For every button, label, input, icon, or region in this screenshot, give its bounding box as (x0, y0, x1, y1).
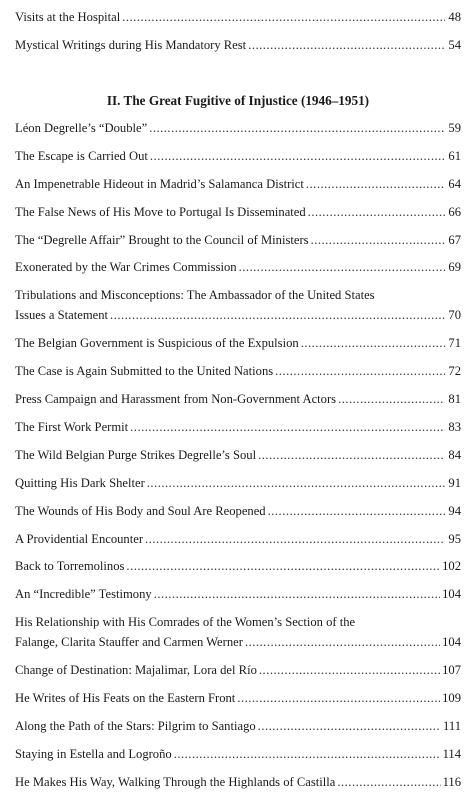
dot-leader (306, 176, 445, 192)
toc-entry-title: The Wild Belgian Purge Strikes Degrelle’s Soul (15, 448, 257, 462)
dot-leader (154, 586, 440, 602)
toc-entry-title: Press Campaign and Harassment from Non-Government Actors (15, 392, 337, 406)
toc-entry (15, 363, 461, 379)
toc-entry (15, 475, 461, 491)
toc-entry-title: The Case is Again Submitted to the United Nations (15, 364, 274, 378)
toc-entry-page: 67 (448, 233, 461, 247)
dot-leader (311, 232, 445, 248)
dot-leader (275, 363, 445, 379)
toc-entry-title: Léon Degrelle’s “Double” (15, 121, 148, 135)
dot-leader (174, 746, 441, 762)
toc-entry-title: The Wounds of His Body and Soul Are Reopened (15, 504, 266, 518)
dot-leader (338, 391, 445, 407)
toc-entry-title: Staying in Estella and Logroño (15, 747, 172, 761)
toc-entry (15, 447, 461, 463)
dot-leader (245, 634, 440, 650)
toc-entry-title: Change of Destination: Majalimar, Lora del Río (15, 663, 257, 677)
toc-entry (15, 690, 461, 706)
toc-entry-page: 107 (442, 663, 461, 677)
toc-entry-page: 94 (448, 504, 461, 518)
toc-entry-title: The Belgian Government is Suspicious of the Expulsion (15, 336, 299, 350)
toc-entry (15, 503, 461, 519)
toc-entry-page: 102 (442, 559, 461, 573)
toc-entry-page: 81 (448, 392, 461, 406)
toc-entry (15, 37, 461, 53)
dot-leader (259, 662, 440, 678)
toc-entry (15, 531, 461, 547)
dot-leader (130, 419, 445, 435)
toc-entry-page: 59 (448, 121, 461, 135)
toc-entry-page: 116 (442, 775, 461, 789)
toc-entry-page: 104 (442, 587, 461, 601)
toc-entry (15, 419, 461, 435)
toc-entry-title: The Escape is Carried Out (15, 149, 148, 163)
toc-entry (15, 774, 461, 790)
toc-entry (15, 287, 461, 323)
dot-leader (268, 503, 445, 519)
toc-entry-title: The False News of His Move to Portugal Is Disseminated (15, 205, 306, 219)
dot-leader (126, 558, 440, 574)
toc-entry-page: 72 (448, 364, 461, 378)
toc-entry (15, 391, 461, 407)
toc-entry-page: 91 (448, 476, 461, 490)
toc-entry (15, 232, 461, 248)
section-heading: II. The Great Fugitive of Injustice (1946–1951) (106, 93, 370, 108)
toc-entry (15, 614, 461, 650)
toc-entry-page: 54 (448, 38, 461, 52)
toc-entry (15, 148, 461, 164)
dot-leader (258, 447, 445, 463)
toc-entry-page: 61 (448, 149, 461, 163)
toc-entry-title: He Writes of His Feats on the Eastern Front (15, 691, 236, 705)
toc-entry (15, 718, 461, 734)
toc-entry-title: An “Incredible” Testimony (15, 587, 152, 601)
toc-entry-title: Mystical Writings during His Mandatory Rest (15, 38, 247, 52)
toc-entry-title: He Makes His Way, Walking Through the Highlands of Castilla (15, 775, 336, 789)
toc-entry-page: 70 (448, 308, 461, 322)
toc-entry-title: Issues a Statement (15, 308, 109, 322)
toc-entry-title: The First Work Permit (15, 420, 129, 434)
dot-leader (110, 307, 445, 323)
toc-entry (15, 586, 461, 602)
toc-entry (15, 558, 461, 574)
toc-entry-title: Visits at the Hospital (15, 10, 121, 24)
dot-leader (122, 9, 445, 25)
dot-leader (149, 120, 445, 136)
dot-leader (258, 718, 441, 734)
dot-leader (239, 259, 445, 275)
dot-leader (237, 690, 440, 706)
toc-entry-title: Along the Path of the Stars: Pilgrim to Santiago (15, 719, 256, 733)
toc-entry-title: Falange, Clarita Stauffer and Carmen Werner (15, 635, 243, 649)
toc-entry-title: Back to Torremolinos (15, 559, 125, 573)
dot-leader (337, 774, 440, 790)
toc-entry-title: An Impenetrable Hideout in Madrid’s Salamanca District (15, 177, 304, 191)
toc-entry-page: 114 (442, 747, 461, 761)
toc-entry (15, 662, 461, 678)
dot-leader (150, 148, 445, 164)
toc-entry-page: 64 (448, 177, 461, 191)
toc-entry-page: 104 (442, 635, 461, 649)
toc-entry (15, 746, 461, 762)
toc-entry (15, 204, 461, 220)
toc-entry (15, 176, 461, 192)
dot-leader (301, 335, 445, 351)
toc-entry-page: 111 (443, 719, 461, 733)
toc-entry-page: 95 (448, 532, 461, 546)
toc-entry-title: The “Degrelle Affair” Brought to the Council of Ministers (15, 233, 309, 247)
toc-entry-page: 66 (448, 205, 461, 219)
toc-entry (15, 335, 461, 351)
dot-leader (147, 475, 445, 491)
toc-entry-title-line: Tribulations and Misconceptions: The Ambassador of the United States (15, 288, 375, 302)
toc-entry-page: 109 (442, 691, 461, 705)
toc-entry-page: 69 (448, 260, 461, 274)
dot-leader (145, 531, 445, 547)
toc-entry-page: 84 (448, 448, 461, 462)
toc-entry (15, 9, 461, 25)
table-of-contents (15, 0, 461, 797)
toc-entry-page: 48 (448, 10, 461, 24)
toc-entry-title: Quitting His Dark Shelter (15, 476, 145, 490)
toc-entry-page: 71 (448, 336, 461, 350)
toc-entry (15, 259, 461, 275)
toc-entry (15, 120, 461, 136)
dot-leader (308, 204, 445, 220)
toc-entry-title: Exonerated by the War Crimes Commission (15, 260, 237, 274)
toc-entry-title-line: His Relationship with His Comrades of the Women’s Section of the (15, 615, 356, 629)
dot-leader (248, 37, 445, 53)
toc-entry-title: A Providential Encounter (15, 532, 144, 546)
toc-entry-page: 83 (448, 420, 461, 434)
